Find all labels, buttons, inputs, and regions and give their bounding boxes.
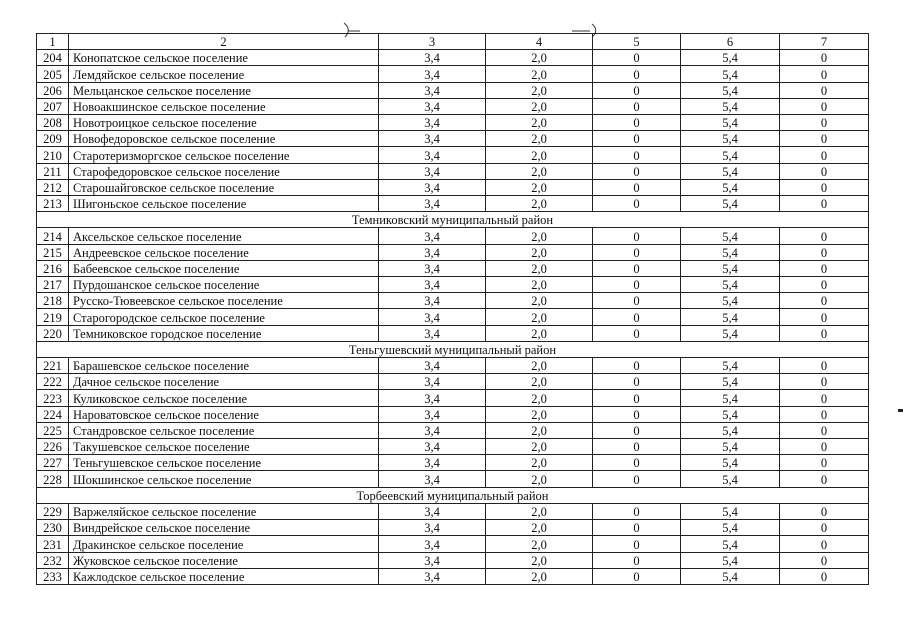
row-number: 220 [37, 325, 69, 341]
district-row [37, 341, 869, 357]
col4-value: 2,0 [486, 50, 593, 66]
col4-value: 2,0 [486, 179, 593, 195]
row-number: 227 [37, 455, 69, 471]
table-row [37, 260, 869, 276]
col5-value: 0 [593, 406, 681, 422]
col6-value: 5,4 [681, 277, 780, 293]
col3-value: 3,4 [379, 147, 486, 163]
col6-value: 5,4 [681, 228, 780, 244]
table-row [37, 568, 869, 584]
col5-value: 0 [593, 66, 681, 82]
col7-value: 0 [780, 552, 869, 568]
col5-value: 0 [593, 179, 681, 195]
settlement-name: Аксельское сельское поселение [69, 228, 379, 244]
col4-value: 2,0 [486, 309, 593, 325]
col5-value: 0 [593, 196, 681, 212]
col6-value: 5,4 [681, 163, 780, 179]
column-header-7: 7 [780, 34, 869, 50]
settlement-name: Новофедоровское сельское поселение [69, 131, 379, 147]
table-row [37, 471, 869, 487]
settlement-name: Русско-Тювеевское сельское поселение [69, 293, 379, 309]
col6-value: 5,4 [681, 422, 780, 438]
col4-value: 2,0 [486, 98, 593, 114]
col3-value: 3,4 [379, 293, 486, 309]
settlement-name: Такушевское сельское поселение [69, 439, 379, 455]
col6-value: 5,4 [681, 568, 780, 584]
table-row [37, 439, 869, 455]
row-number: 225 [37, 422, 69, 438]
col5-value: 0 [593, 358, 681, 374]
edge-mark [898, 409, 903, 412]
col4-value: 2,0 [486, 520, 593, 536]
col6-value: 5,4 [681, 390, 780, 406]
col5-value: 0 [593, 471, 681, 487]
col7-value: 0 [780, 358, 869, 374]
col6-value: 5,4 [681, 260, 780, 276]
col5-value: 0 [593, 277, 681, 293]
col3-value: 3,4 [379, 196, 486, 212]
col7-value: 0 [780, 309, 869, 325]
col3-value: 3,4 [379, 50, 486, 66]
col5-value: 0 [593, 552, 681, 568]
col7-value: 0 [780, 163, 869, 179]
col6-value: 5,4 [681, 196, 780, 212]
col4-value: 2,0 [486, 471, 593, 487]
table-row [37, 422, 869, 438]
settlement-name: Дракинское сельское поселение [69, 536, 379, 552]
col5-value: 0 [593, 228, 681, 244]
row-number: 233 [37, 568, 69, 584]
settlement-name: Шокшинское сельское поселение [69, 471, 379, 487]
col6-value: 5,4 [681, 179, 780, 195]
col3-value: 3,4 [379, 131, 486, 147]
table-row [37, 455, 869, 471]
district-row [37, 487, 869, 503]
table-row [37, 196, 869, 212]
col7-value: 0 [780, 406, 869, 422]
col3-value: 3,4 [379, 66, 486, 82]
settlement-name: Кажлодское сельское поселение [69, 568, 379, 584]
row-number: 208 [37, 115, 69, 131]
col7-value: 0 [780, 455, 869, 471]
row-number: 204 [37, 50, 69, 66]
col4-value: 2,0 [486, 552, 593, 568]
row-number: 228 [37, 471, 69, 487]
settlement-name: Стандровское сельское поселение [69, 422, 379, 438]
col7-value: 0 [780, 98, 869, 114]
col7-value: 0 [780, 374, 869, 390]
col4-value: 2,0 [486, 196, 593, 212]
col4-value: 2,0 [486, 147, 593, 163]
col3-value: 3,4 [379, 163, 486, 179]
table-row [37, 325, 869, 341]
col7-value: 0 [780, 568, 869, 584]
col4-value: 2,0 [486, 66, 593, 82]
row-number: 226 [37, 439, 69, 455]
settlement-name: Барашевское сельское поселение [69, 358, 379, 374]
table-row [37, 115, 869, 131]
col3-value: 3,4 [379, 228, 486, 244]
settlement-name: Варжеляйское сельское поселение [69, 503, 379, 519]
col7-value: 0 [780, 66, 869, 82]
settlement-name: Лемдяйское сельское поселение [69, 66, 379, 82]
col3-value: 3,4 [379, 439, 486, 455]
col5-value: 0 [593, 536, 681, 552]
data-table [36, 33, 869, 585]
col3-value: 3,4 [379, 568, 486, 584]
row-number: 210 [37, 147, 69, 163]
col6-value: 5,4 [681, 98, 780, 114]
row-number: 206 [37, 82, 69, 98]
col4-value: 2,0 [486, 536, 593, 552]
settlement-name: Андреевское сельское поселение [69, 244, 379, 260]
col6-value: 5,4 [681, 439, 780, 455]
col7-value: 0 [780, 260, 869, 276]
settlement-name: Старошайговское сельское поселение [69, 179, 379, 195]
col3-value: 3,4 [379, 390, 486, 406]
col3-value: 3,4 [379, 520, 486, 536]
settlement-name: Мельцанское сельское поселение [69, 82, 379, 98]
col4-value: 2,0 [486, 277, 593, 293]
col7-value: 0 [780, 147, 869, 163]
table-row [37, 406, 869, 422]
district-title: Темниковский муниципальный район [37, 212, 869, 228]
col6-value: 5,4 [681, 50, 780, 66]
table-row [37, 98, 869, 114]
row-number: 209 [37, 131, 69, 147]
col3-value: 3,4 [379, 358, 486, 374]
settlement-name: Дачное сельское поселение [69, 374, 379, 390]
col5-value: 0 [593, 115, 681, 131]
col7-value: 0 [780, 228, 869, 244]
header-row [37, 34, 869, 50]
district-row [37, 212, 869, 228]
table-row [37, 66, 869, 82]
settlement-name: Старогородское сельское поселение [69, 309, 379, 325]
col6-value: 5,4 [681, 244, 780, 260]
col3-value: 3,4 [379, 179, 486, 195]
row-number: 223 [37, 390, 69, 406]
col7-value: 0 [780, 471, 869, 487]
col6-value: 5,4 [681, 147, 780, 163]
row-number: 224 [37, 406, 69, 422]
row-number: 230 [37, 520, 69, 536]
table-row [37, 293, 869, 309]
col5-value: 0 [593, 293, 681, 309]
col6-value: 5,4 [681, 293, 780, 309]
col7-value: 0 [780, 422, 869, 438]
col7-value: 0 [780, 50, 869, 66]
table-row [37, 536, 869, 552]
col3-value: 3,4 [379, 552, 486, 568]
col7-value: 0 [780, 293, 869, 309]
col7-value: 0 [780, 277, 869, 293]
col3-value: 3,4 [379, 98, 486, 114]
col4-value: 2,0 [486, 439, 593, 455]
col3-value: 3,4 [379, 374, 486, 390]
col3-value: 3,4 [379, 277, 486, 293]
column-header-6: 6 [681, 34, 780, 50]
table-row [37, 552, 869, 568]
col5-value: 0 [593, 50, 681, 66]
col4-value: 2,0 [486, 82, 593, 98]
col5-value: 0 [593, 163, 681, 179]
col3-value: 3,4 [379, 471, 486, 487]
settlement-name: Старофедоровское сельское поселение [69, 163, 379, 179]
table-row [37, 163, 869, 179]
row-number: 215 [37, 244, 69, 260]
column-header-3: 3 [379, 34, 486, 50]
row-number: 205 [37, 66, 69, 82]
table-row [37, 358, 869, 374]
col3-value: 3,4 [379, 115, 486, 131]
col4-value: 2,0 [486, 503, 593, 519]
col4-value: 2,0 [486, 455, 593, 471]
settlement-name: Старотеризморгское сельское поселение [69, 147, 379, 163]
table-row [37, 374, 869, 390]
column-header-2: 2 [69, 34, 379, 50]
col7-value: 0 [780, 503, 869, 519]
row-number: 207 [37, 98, 69, 114]
col5-value: 0 [593, 82, 681, 98]
row-number: 232 [37, 552, 69, 568]
col5-value: 0 [593, 98, 681, 114]
col5-value: 0 [593, 422, 681, 438]
col3-value: 3,4 [379, 244, 486, 260]
table-row [37, 50, 869, 66]
col6-value: 5,4 [681, 520, 780, 536]
settlement-name: Бабеевское сельское поселение [69, 260, 379, 276]
col5-value: 0 [593, 439, 681, 455]
col6-value: 5,4 [681, 358, 780, 374]
col4-value: 2,0 [486, 131, 593, 147]
col7-value: 0 [780, 131, 869, 147]
col7-value: 0 [780, 325, 869, 341]
col7-value: 0 [780, 196, 869, 212]
table-row [37, 82, 869, 98]
col7-value: 0 [780, 244, 869, 260]
col4-value: 2,0 [486, 374, 593, 390]
col4-value: 2,0 [486, 115, 593, 131]
col7-value: 0 [780, 179, 869, 195]
col3-value: 3,4 [379, 455, 486, 471]
col3-value: 3,4 [379, 260, 486, 276]
col5-value: 0 [593, 455, 681, 471]
col4-value: 2,0 [486, 228, 593, 244]
settlement-name: Виндрейское сельское поселение [69, 520, 379, 536]
col7-value: 0 [780, 115, 869, 131]
settlement-name: Конопатское сельское поселение [69, 50, 379, 66]
col7-value: 0 [780, 390, 869, 406]
table-body [37, 34, 869, 585]
column-header-5: 5 [593, 34, 681, 50]
col3-value: 3,4 [379, 536, 486, 552]
col6-value: 5,4 [681, 503, 780, 519]
col6-value: 5,4 [681, 471, 780, 487]
col4-value: 2,0 [486, 422, 593, 438]
settlement-name: Темниковское городское поселение [69, 325, 379, 341]
row-number: 229 [37, 503, 69, 519]
col5-value: 0 [593, 325, 681, 341]
col5-value: 0 [593, 147, 681, 163]
row-number: 214 [37, 228, 69, 244]
row-number: 211 [37, 163, 69, 179]
col4-value: 2,0 [486, 406, 593, 422]
settlement-name: Теньгушевское сельское поселение [69, 455, 379, 471]
col7-value: 0 [780, 520, 869, 536]
row-number: 219 [37, 309, 69, 325]
col6-value: 5,4 [681, 536, 780, 552]
table-row [37, 179, 869, 195]
col3-value: 3,4 [379, 325, 486, 341]
col5-value: 0 [593, 131, 681, 147]
row-number: 221 [37, 358, 69, 374]
table-row [37, 147, 869, 163]
table-row [37, 131, 869, 147]
col4-value: 2,0 [486, 163, 593, 179]
col5-value: 0 [593, 309, 681, 325]
row-number: 212 [37, 179, 69, 195]
col7-value: 0 [780, 82, 869, 98]
row-number: 218 [37, 293, 69, 309]
settlement-name: Куликовское сельское поселение [69, 390, 379, 406]
settlement-name: Нароватовское сельское поселение [69, 406, 379, 422]
col6-value: 5,4 [681, 131, 780, 147]
col3-value: 3,4 [379, 503, 486, 519]
col4-value: 2,0 [486, 325, 593, 341]
col3-value: 3,4 [379, 422, 486, 438]
col4-value: 2,0 [486, 244, 593, 260]
col4-value: 2,0 [486, 568, 593, 584]
table-row [37, 228, 869, 244]
settlement-name: Шигоньское сельское поселение [69, 196, 379, 212]
settlement-name: Новоакшинское сельское поселение [69, 98, 379, 114]
col6-value: 5,4 [681, 406, 780, 422]
column-header-1: 1 [37, 34, 69, 50]
settlement-name: Жуковское сельское поселение [69, 552, 379, 568]
row-number: 213 [37, 196, 69, 212]
col6-value: 5,4 [681, 552, 780, 568]
col5-value: 0 [593, 244, 681, 260]
col6-value: 5,4 [681, 455, 780, 471]
col7-value: 0 [780, 439, 869, 455]
col4-value: 2,0 [486, 390, 593, 406]
col3-value: 3,4 [379, 309, 486, 325]
col5-value: 0 [593, 568, 681, 584]
table-row [37, 520, 869, 536]
col7-value: 0 [780, 536, 869, 552]
col6-value: 5,4 [681, 309, 780, 325]
col6-value: 5,4 [681, 66, 780, 82]
col4-value: 2,0 [486, 293, 593, 309]
table-row [37, 503, 869, 519]
col5-value: 0 [593, 520, 681, 536]
column-header-4: 4 [486, 34, 593, 50]
table-row [37, 390, 869, 406]
row-number: 222 [37, 374, 69, 390]
row-number: 217 [37, 277, 69, 293]
col4-value: 2,0 [486, 358, 593, 374]
district-title: Теньгушевский муниципальный район [37, 341, 869, 357]
col3-value: 3,4 [379, 82, 486, 98]
col6-value: 5,4 [681, 115, 780, 131]
col3-value: 3,4 [379, 406, 486, 422]
col5-value: 0 [593, 503, 681, 519]
table-row [37, 309, 869, 325]
settlement-name: Пурдошанское сельское поселение [69, 277, 379, 293]
col5-value: 0 [593, 374, 681, 390]
col6-value: 5,4 [681, 325, 780, 341]
row-number: 216 [37, 260, 69, 276]
table-row [37, 244, 869, 260]
col4-value: 2,0 [486, 260, 593, 276]
col5-value: 0 [593, 260, 681, 276]
district-title: Торбеевский муниципальный район [37, 487, 869, 503]
col6-value: 5,4 [681, 374, 780, 390]
settlement-name: Новотроицкое сельское поселение [69, 115, 379, 131]
row-number: 231 [37, 536, 69, 552]
table-row [37, 277, 869, 293]
col5-value: 0 [593, 390, 681, 406]
col6-value: 5,4 [681, 82, 780, 98]
